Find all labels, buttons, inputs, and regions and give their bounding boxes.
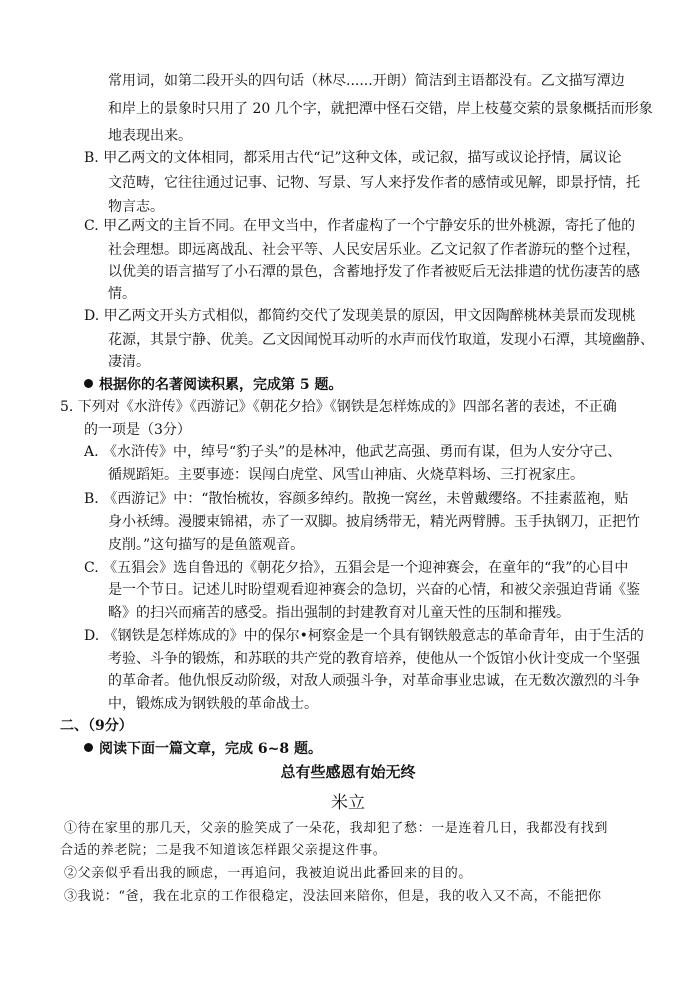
text-line: 考验、斗争的锻炼，和苏联的共产党的教育培养，使他从一个饭馆小伙计变成一个坚强 <box>108 651 640 667</box>
text-line: 以优美的语言描写了小石潭的景色，含蓄地抒发了作者被贬后无法排遣的忧伤凄苦的感 <box>108 264 640 280</box>
paragraph-2: ②父亲似乎看出我的顾虑，一再追问，我被迫说出此番回来的目的。 <box>64 866 473 881</box>
question-5-text: 5. 下列对《水浒传》《西游记》《朝花夕拾》《钢铁是怎样炼成的》四部名著的表述，不正确 <box>60 399 617 415</box>
paragraph-3: ③我说：“爸，我在北京的工作很稳定，没法回来陪你，但是，我的收入又不高，不能把你 <box>64 889 602 904</box>
section-heading: 二、（9分） <box>60 718 133 734</box>
option-c-text: C. 《五猖会》选自鲁迅的《朝花夕拾》，五猖会是一个迎神赛会，在童年的“我”的心目中 <box>84 560 629 576</box>
section-instruction: 根据你的名著阅读积累，完成第 5 题。 <box>84 373 343 397</box>
text-line: 凄清。 <box>108 354 150 370</box>
bullet-icon <box>84 743 93 752</box>
text-line: 花源，其景宁静、优美。乙文因闻悦耳动听的水声而伐竹取道，发现小石潭，其境幽静、 <box>108 332 654 348</box>
text-line: 循规蹈矩。主要事迹：误闯白虎堂、风雪山神庙、火烧草料场、三打祝家庄。 <box>108 467 584 483</box>
text-line: 合适的养老院；二是我不知道该怎样跟父亲提这件事。 <box>60 843 387 858</box>
option-d-text: D. 《钢铁是怎样炼成的》中的保尔•柯察金是一个具有钢铁般意志的革命青年，由于生活的 <box>84 628 644 644</box>
text-line: 文范畴，它往往通过记事、记物、写景、写人来抒发作者的感情或见解，即景抒情，托 <box>108 175 640 191</box>
article-author: 米立 <box>331 793 365 813</box>
text-line: 中，锻炼成为钢铁般的革命战士。 <box>108 696 318 712</box>
option-a-text: A. 《水浒传》中，绰号“豹子头”的是林冲，他武艺高强、勇而有谋，但为人安分守己、 <box>84 444 622 460</box>
option-d-text: D. 甲乙两文开头方式相似，都简约交代了发现美景的原因，甲文因陶醉桃林美景而发现桃 <box>84 308 636 324</box>
text-line: 常用词，如第二段开头的四句话（林尽......开朗）简洁到主语都没有。乙文描写潭边 <box>108 73 625 89</box>
bullet-icon <box>84 379 93 388</box>
paragraph-1: ①待在家里的那几天，父亲的脸笑成了一朵花，我却犯了愁：一是连着几日，我都没有找到 <box>64 821 609 836</box>
text-line: 社会理想。即远离战乱、社会平等、人民安居乐业。乙文记叙了作者游玩的整个过程， <box>108 242 640 258</box>
article-title: 总有些感恩有始无终 <box>280 763 416 781</box>
text-line: 皮削。”这句描写的是鱼篮观音。 <box>108 537 305 553</box>
text-line: 略》的扫兴而痛苦的感受。指出强制的封建教育对儿童天性的压制和摧残。 <box>108 605 570 621</box>
text-line: 的革命者。他仇恨反动阶级，对敌人顽强斗争，对革命事业忠诚，在无数次激烈的斗争 <box>108 673 640 689</box>
option-b-text: B. 甲乙两文的文体相同，都采用古代“记”这种文体，或记叙，描写或议论抒情，属议论 <box>84 150 622 166</box>
text-line: 地表现出来。 <box>108 128 192 144</box>
text-line: 的一项是（3分） <box>84 422 191 438</box>
option-c-text: C. 甲乙两文的主旨不同。在甲文当中，作者虚构了一个宁静安乐的世外桃源，寄托了他的 <box>84 218 636 234</box>
text-line: 物言志。 <box>108 199 164 215</box>
text-line: 情。 <box>108 286 136 302</box>
section-instruction: 阅读下面一篇文章，完成 6~8 题。 <box>84 737 322 761</box>
text-line: 身小袄缚。漫腰束锦裙，赤了一双脚。披肩绣带无，精光两臂膊。玉手执钢刀，正把竹 <box>108 514 640 530</box>
option-b-text: B. 《西游记》中：“散怡梳妆，容颜多绰约。散挽一窝丝，未曾戴缨络。不挂素蓝袍，贴 <box>84 491 629 507</box>
text-line: 是一个节日。记述儿时盼望观看迎神赛会的急切，兴奋的心情，和被父亲强迫背诵《鉴 <box>108 582 640 598</box>
text-line: 和岸上的景象时只用了 20 几个字，就把潭中怪石交错，岸上枝蔓交萦的景象概括而形象 <box>108 101 653 117</box>
